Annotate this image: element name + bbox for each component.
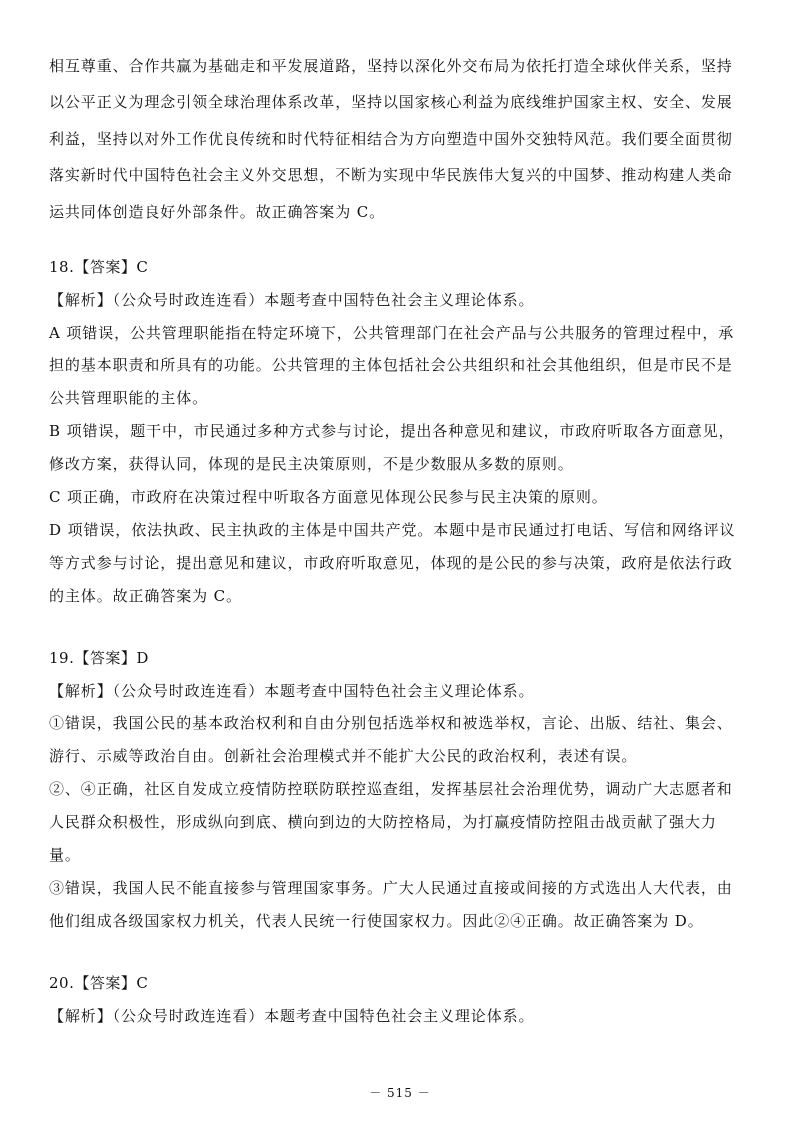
q19-text-line: 游行、示威等政治自由。创新社会治理模式并不能扩大公民的政治权利，表述有误。	[49, 747, 638, 765]
q17-text-line: 相互尊重、合作共赢为基础走和平发展道路，坚持以深化外交布局为依托打造全球伙伴关系，坚持	[49, 57, 733, 75]
q18-text-line: D 项错误，依法执政、民主执政的主体是中国共产党。本题中是市民通过打电话、写信和网络评议	[49, 521, 736, 539]
q19-text-line: 量。	[49, 846, 81, 864]
q17-text-line: 以公平正义为理念引领全球治理体系改革，坚持以国家核心利益为底线维护国家主权、安全、发展	[49, 93, 733, 111]
q17-text-line: 落实新时代中国特色社会主义外交思想，不断为实现中华民族伟大复兴的中国梦、推动构建人类命	[49, 166, 733, 184]
q18-text-line: 等方式参与讨论，提出意见和建议，市政府听取意见，体现的是公民的参与决策，政府是依法行政	[49, 554, 733, 572]
q20-answer-heading: 20.【答案】C	[49, 974, 149, 992]
q17-text-line: 运共同体创造良好外部条件。故正确答案为 C。	[49, 203, 386, 221]
q18-text-line: 担的基本职责和所具有的功能。公共管理的主体包括社会公共组织和社会其他组织，但是市民不是	[49, 356, 733, 374]
q18-text-line: 的主体。故正确答案为 C。	[49, 587, 242, 605]
q19-text-line: ①错误，我国公民的基本政治权利和自由分别包括选举权和被选举权，言论、出版、结社、集会、	[49, 714, 733, 732]
q18-text-line: 修改方案，获得认同，体现的是民主决策原则，不是少数服从多数的原则。	[49, 455, 574, 473]
page-number: － 515 －	[369, 1086, 431, 1100]
q19-analysis-heading: 【解析】（公众号时政连连看）本题考查中国特色社会主义理论体系。	[49, 682, 535, 700]
q18-analysis-heading: 【解析】（公众号时政连连看）本题考查中国特色社会主义理论体系。	[49, 291, 535, 309]
q18-text-line: 公共管理职能的主体。	[49, 389, 209, 407]
q18-text-line: B 项错误，题干中，市民通过多种方式参与讨论，提出各种意见和建议，市政府听取各方面意见，	[49, 422, 735, 440]
q18-text-line: C 项正确，市政府在决策过程中听取各方面意见体现公民参与民主决策的原则。	[49, 488, 608, 506]
q19-text-line: 他们组成各级国家权力机关，代表人民统一行使国家权力。因此②④正确。故正确答案为 D。	[49, 912, 704, 930]
q19-text-line: ②、④正确，社区自发成立疫情防控联防联控巡查组，发挥基层社会治理优势，调动广大志愿者和	[49, 780, 733, 798]
q19-text-line: 人民群众积极性，形成纵向到底、横向到边的大防控格局，为打赢疫情防控阻击战贡献了强大力	[49, 813, 717, 831]
q20-analysis-heading: 【解析】（公众号时政连连看）本题考查中国特色社会主义理论体系。	[49, 1007, 535, 1025]
q17-text-line: 利益，坚持以对外工作优良传统和时代特征相结合为方向塑造中国外交独特风范。我们要全面贯彻	[49, 130, 733, 148]
q19-text-line: ③错误，我国人民不能直接参与管理国家事务。广大人民通过直接或间接的方式选出人大代表，由	[49, 879, 733, 897]
q19-answer-heading: 19.【答案】D	[49, 649, 149, 667]
q18-answer-heading: 18.【答案】C	[49, 258, 149, 276]
q18-text-line: A 项错误，公共管理职能指在特定环境下，公共管理部门在社会产品与公共服务的管理过程中，承	[49, 324, 735, 342]
